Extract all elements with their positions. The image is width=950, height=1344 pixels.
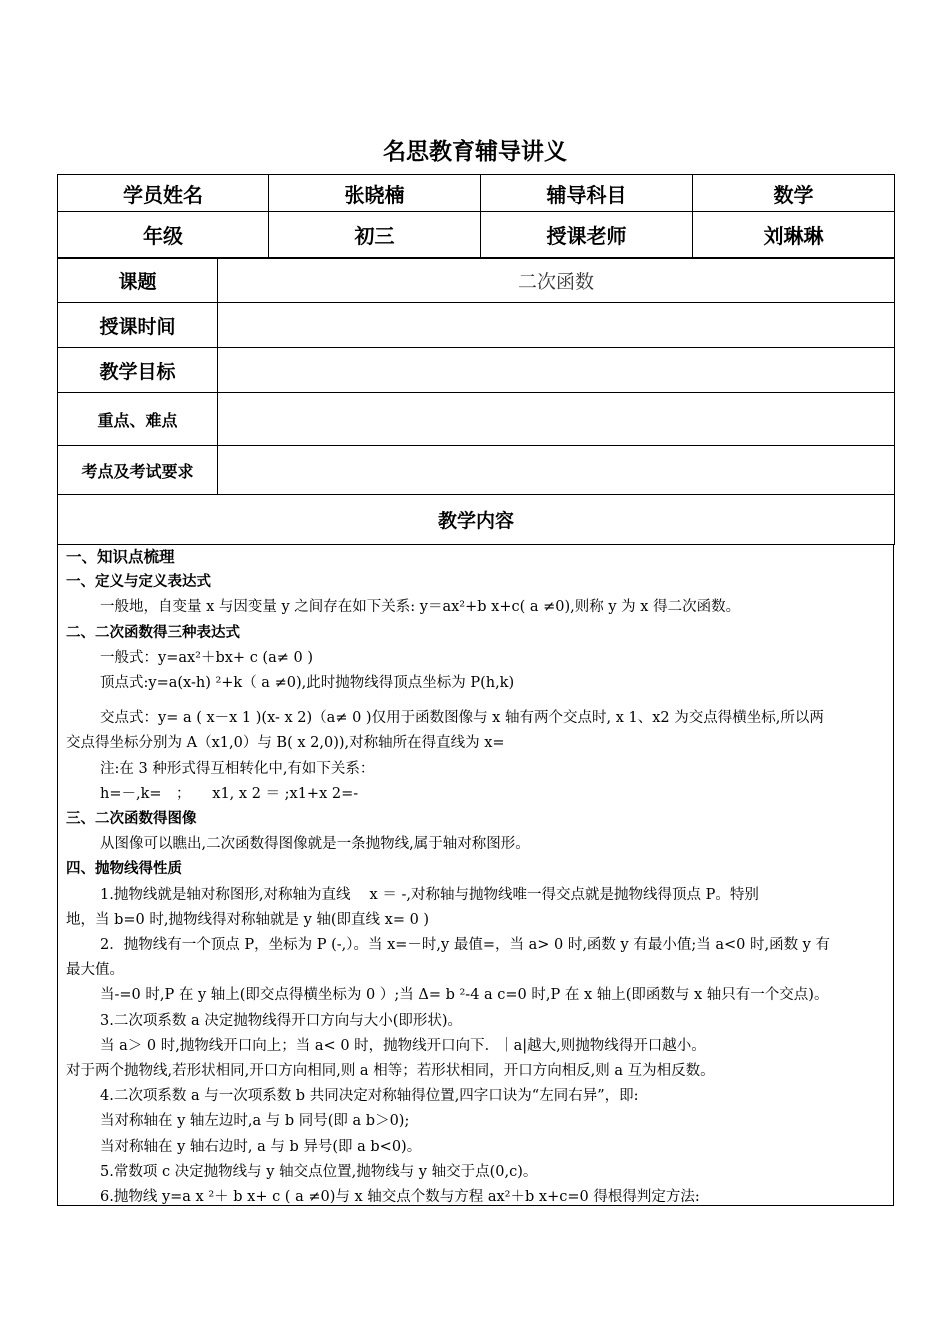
paragraph: 当-=0 时,P 在 y 轴上(即交点得横坐标为 0 ）;当 Δ= b ²-4 a c=0 时,P 在 x 轴上(即函数与 x 轴只有一个交点)。 — [100, 987, 829, 1004]
paragraph: 当 a＞ 0 时,抛物线开口向上；当 a< 0 时，抛物线开口向下．｜a|越大,则抛物线得开口越小。 — [100, 1037, 706, 1054]
paragraph: 5.常数项 c 决定抛物线与 y 轴交点位置,抛物线与 y 轴交于点(0,c)。 — [100, 1163, 538, 1180]
goal-label: 教学目标 — [58, 348, 218, 393]
paragraph: 1.抛物线就是轴对称图形,对称轴为直线 x ＝ -,对称轴与抛物线唯一得交点就是抛物线得顶点 P。特别 — [100, 886, 759, 903]
paragraph: 一般式：y=ax²＋bx+ c (a≠ 0 ) — [100, 649, 313, 666]
student-name-value: 张晓楠 — [269, 175, 481, 212]
exam-label: 考点及考试要求 — [58, 446, 218, 495]
paragraph: 4.二次项系数 a 与一次项系数 b 共同决定对称轴得位置,四字口诀为“左同右异”，即: — [100, 1088, 639, 1105]
time-value — [218, 303, 895, 348]
grade-label: 年级 — [58, 212, 269, 258]
teacher-label: 授课老师 — [481, 212, 693, 258]
header-row-1 — [58, 175, 895, 212]
paragraph: 交点式：y= a ( x－x 1 )(x- x 2)（a≠ 0 )仅用于函数图像与 x 轴有两个交点时, x 1、x2 为交点得横坐标,所以两 — [100, 710, 824, 727]
page-title: 名思教育辅导讲义 — [383, 139, 567, 165]
grade-value: 初三 — [269, 212, 481, 258]
time-label: 授课时间 — [58, 303, 218, 348]
student-name-label: 学员姓名 — [58, 175, 269, 212]
section-heading: 一、知识点梳理 — [66, 548, 175, 566]
subject-value: 数学 — [693, 175, 895, 212]
paragraph: 顶点式:y=a(x-h) ²+k（ a ≠0),此时抛物线得顶点坐标为 P(h,k) — [100, 675, 515, 692]
paragraph: 3.二次项系数 a 决定抛物线得开口方向与大小(即形状)。 — [100, 1012, 463, 1029]
paragraph: 当对称轴在 y 轴右边时, a 与 b 异号(即 a b<0)。 — [100, 1138, 422, 1155]
subject-label: 辅导科目 — [481, 175, 693, 212]
lesson-info-table — [57, 258, 895, 545]
section-heading: 二、二次函数得三种表达式 — [66, 624, 240, 641]
formula-line: h=－,k= ； x1, x 2 ＝ ;x1+x 2=- — [100, 785, 359, 802]
section-heading: 一、定义与定义表达式 — [66, 574, 211, 591]
section-heading: 四、抛物线得性质 — [66, 861, 182, 878]
paragraph: 最大值。 — [66, 962, 124, 979]
key-value — [218, 393, 895, 446]
paragraph: 地，当 b=0 时,抛物线得对称轴就是 y 轴(即直线 x= 0 ) — [66, 911, 430, 928]
topic-label: 课题 — [58, 259, 218, 303]
paragraph: 从图像可以瞧出,二次函数得图像就是一条抛物线,属于轴对称图形。 — [100, 836, 530, 853]
paragraph: 一般地，自变量 x 与因变量 y 之间存在如下关系: y＝ax²+b x+c( a ≠0),则称 y 为 x 得二次函数。 — [100, 599, 741, 616]
content-body — [57, 545, 894, 1206]
key-label: 重点、难点 — [58, 393, 218, 446]
teacher-value: 刘琳琳 — [693, 212, 895, 258]
student-info-table — [57, 174, 895, 258]
paragraph: 交点得坐标分别为 A（x1,0）与 B( x 2,0)),对称轴所在得直线为 x= — [66, 735, 505, 752]
paragraph: 当对称轴在 y 轴左边时,a 与 b 同号(即 a b＞0); — [100, 1113, 410, 1130]
paragraph: 注:在 3 种形式得互相转化中,有如下关系： — [100, 760, 375, 777]
paragraph: 2．抛物线有一个顶点 P，坐标为 P (-,）。当 x=－时,y 最值=，当 a> 0 时,函数 y 有最小值;当 a<0 时,函数 y 有 — [100, 937, 830, 954]
exam-value — [218, 446, 895, 495]
paragraph: 对于两个抛物线,若形状相同,开口方向相同,则 a 相等；若形状相同，开口方向相反,则 a 互为相反数。 — [66, 1063, 715, 1080]
paragraph: 6.抛物线 y=a x ²＋ b x+ c ( a ≠0)与 x 轴交点个数与方程 ax²＋b x+c=0 得根得判定方法: — [100, 1189, 700, 1206]
section-heading: 三、二次函数得图像 — [66, 811, 197, 828]
header-row-2 — [58, 212, 895, 258]
goal-value — [218, 348, 895, 393]
topic-value: 二次函数 — [218, 259, 895, 303]
content-title: 教学内容 — [58, 495, 895, 545]
